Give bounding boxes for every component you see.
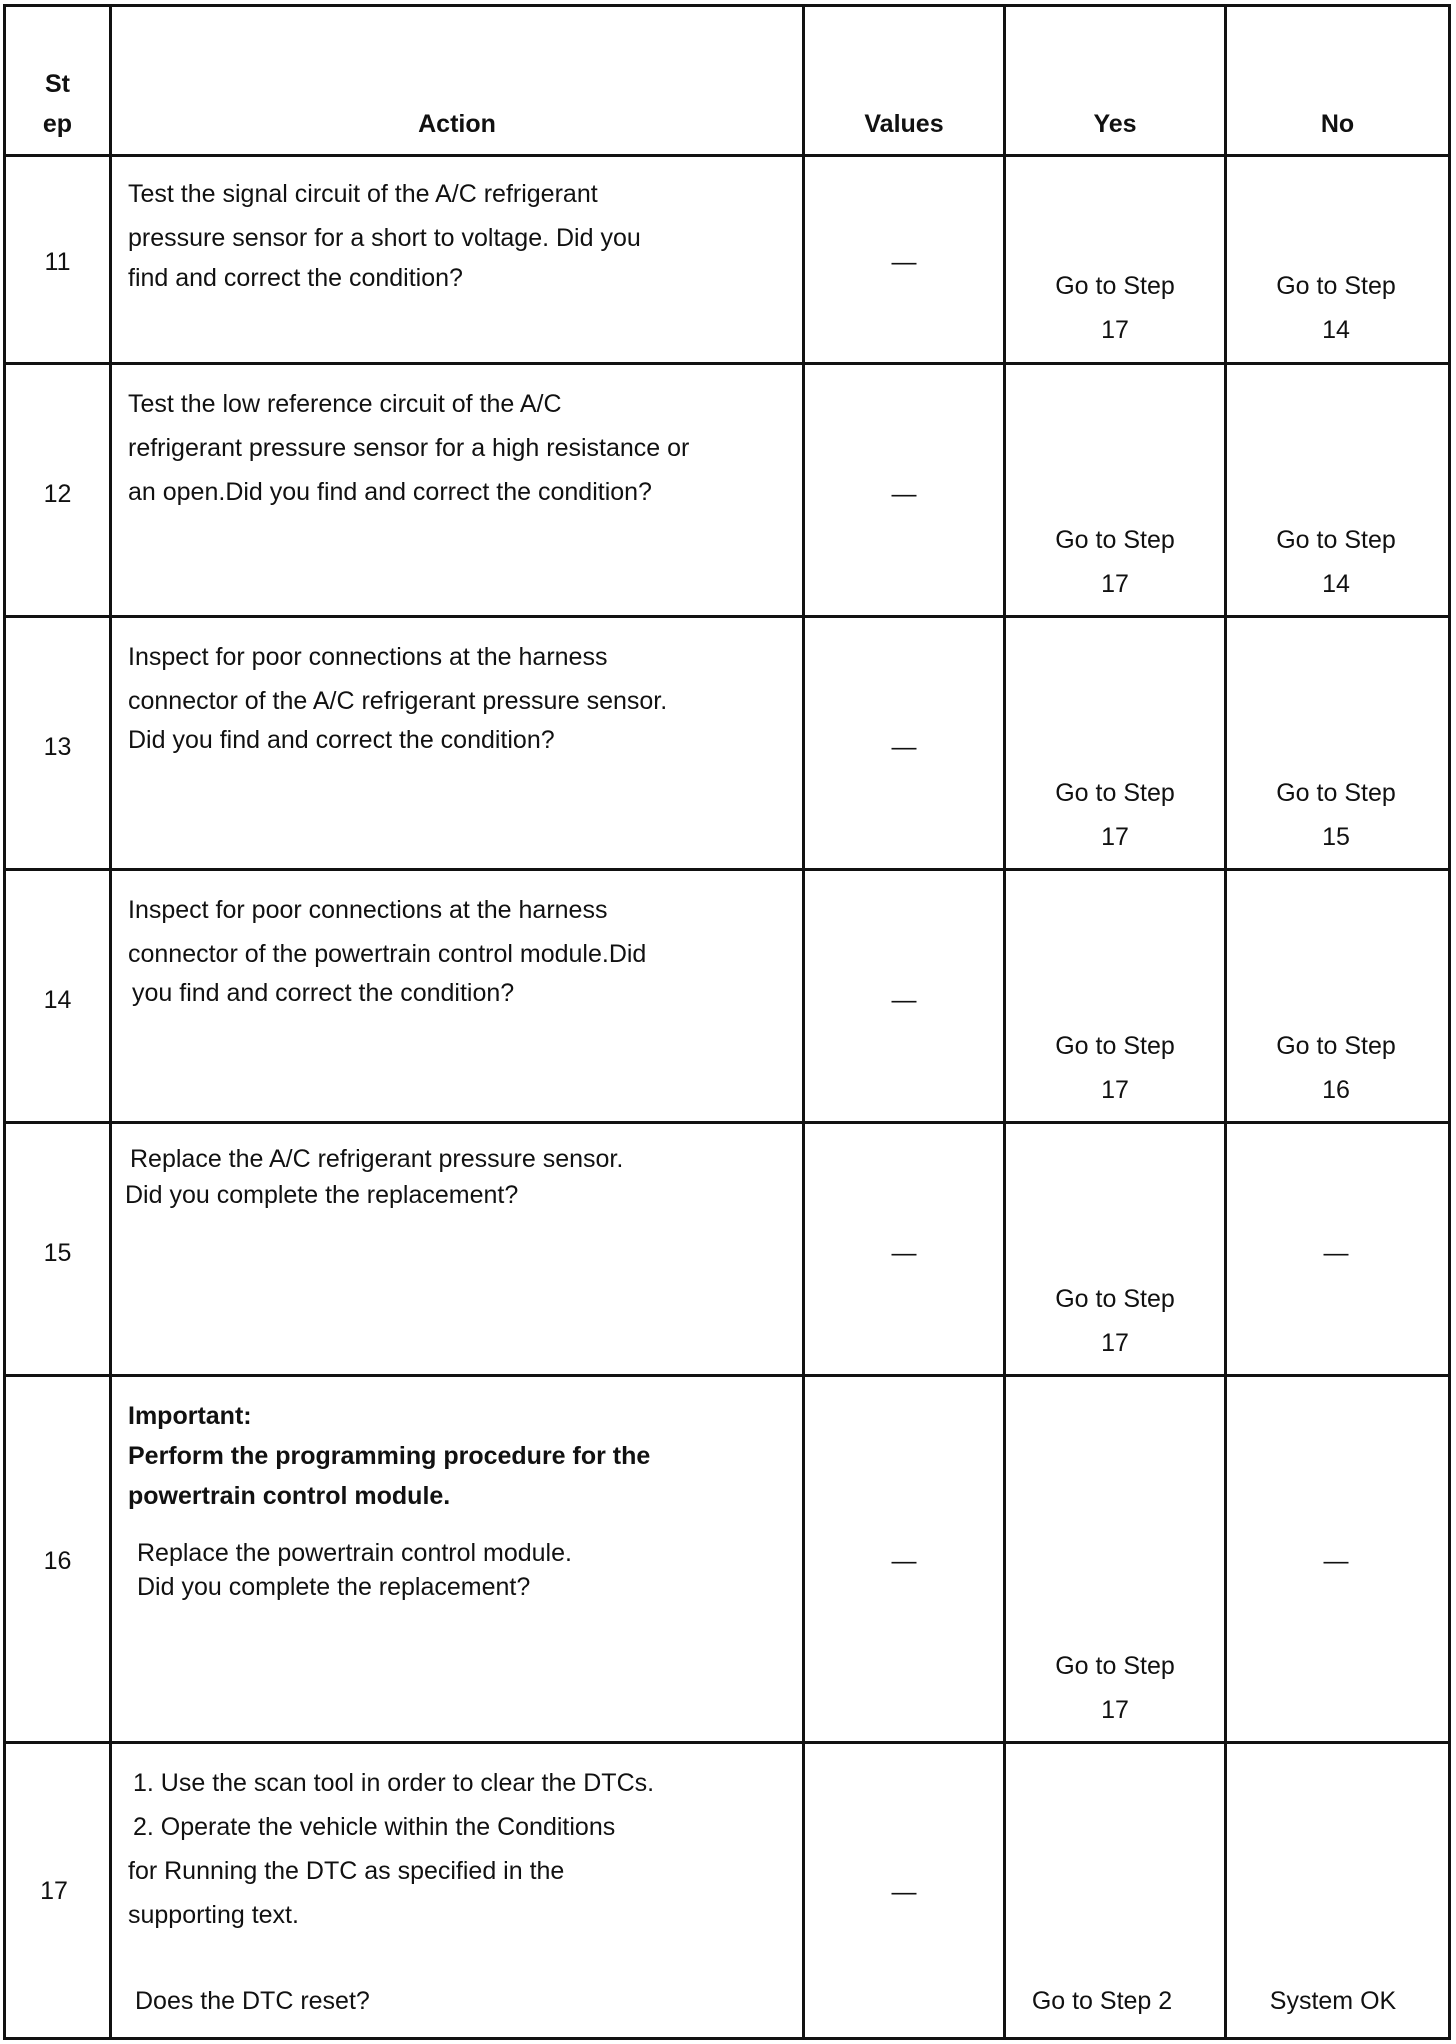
values-cell: —: [891, 1239, 917, 1267]
yes-target: Go to Step 17: [1055, 526, 1175, 598]
rule: [3, 1741, 1451, 1744]
step-number: 17: [40, 1877, 68, 1905]
action-text: Inspect for poor connections at the harness connector of the powertrain control module.Did you find and correct the condition?: [128, 896, 647, 1007]
important-label: Important:: [128, 1402, 252, 1430]
header-yes: Yes: [1093, 110, 1137, 138]
values-cell: —: [891, 1547, 917, 1575]
no-target: System OK: [1269, 1987, 1397, 2015]
step-number: 12: [43, 480, 72, 508]
rule: [3, 1121, 1451, 1124]
no-target: Go to Step 16: [1276, 1032, 1396, 1104]
step-number: 14: [43, 986, 72, 1014]
step-number: 11: [44, 248, 71, 276]
rule: [3, 4, 6, 2040]
rule: [3, 868, 1451, 871]
action-text: Important: Perform the programming procedure for the powertrain control module. Replace the powertrain control module. Did you complete the replacement?: [128, 1396, 650, 1604]
header-no: No: [1320, 110, 1355, 138]
yes-target: Go to Step 2: [1031, 1987, 1173, 2015]
yes-target: Go to Step 17: [1055, 272, 1175, 344]
values-cell: —: [891, 986, 917, 1014]
header-step: St ep: [42, 70, 73, 138]
rule: [3, 615, 1451, 618]
header-values: Values: [864, 110, 944, 138]
values-cell: —: [891, 480, 917, 508]
rule: [1448, 4, 1451, 2040]
values-cell: —: [891, 1878, 917, 1906]
rule: [3, 362, 1451, 365]
action-text: Test the low reference circuit of the A/C refrigerant pressure sensor for a high resistance or an open.Did you find and correct the condition?: [128, 390, 690, 506]
diagnostic-table: [3, 4, 1451, 2040]
action-text: Replace the A/C refrigerant pressure sensor. Did you complete the replacement?: [125, 1145, 624, 1209]
rule: [3, 2037, 1451, 2040]
values-cell: —: [891, 733, 917, 761]
no-target: Go to Step 15: [1276, 779, 1396, 851]
rule: [3, 4, 1451, 7]
rule: [3, 1374, 1451, 1377]
rule: [109, 4, 112, 2040]
action-text: 1. Use the scan tool in order to clear the DTCs. 2. Operate the vehicle within the Conditions for Running the DTC as specified in the supporting text. Does the DTC reset?: [128, 1769, 655, 2015]
no-target: Go to Step 14: [1276, 272, 1396, 344]
step-number: 13: [43, 733, 72, 761]
rule: [802, 4, 805, 2040]
yes-target: Go to Step 17: [1055, 1285, 1175, 1357]
step-number: 15: [43, 1239, 72, 1267]
action-text: Test the signal circuit of the A/C refrigerant pressure sensor for a short to voltage. Did you find and correct the condition?: [128, 180, 641, 292]
action-text: Inspect for poor connections at the harness connector of the A/C refrigerant pressure sensor. Did you find and correct the condition?: [128, 643, 668, 754]
yes-target: Go to Step 17: [1055, 1652, 1175, 1724]
rule: [3, 154, 1451, 157]
no-target: —: [1323, 1239, 1349, 1267]
header-action: Action: [418, 110, 496, 138]
no-target: Go to Step 14: [1276, 526, 1396, 598]
step-number: 16: [43, 1547, 72, 1575]
yes-target: Go to Step 17: [1055, 1032, 1175, 1104]
yes-target: Go to Step 17: [1055, 779, 1175, 851]
no-target: —: [1323, 1547, 1349, 1575]
values-cell: —: [891, 248, 917, 276]
